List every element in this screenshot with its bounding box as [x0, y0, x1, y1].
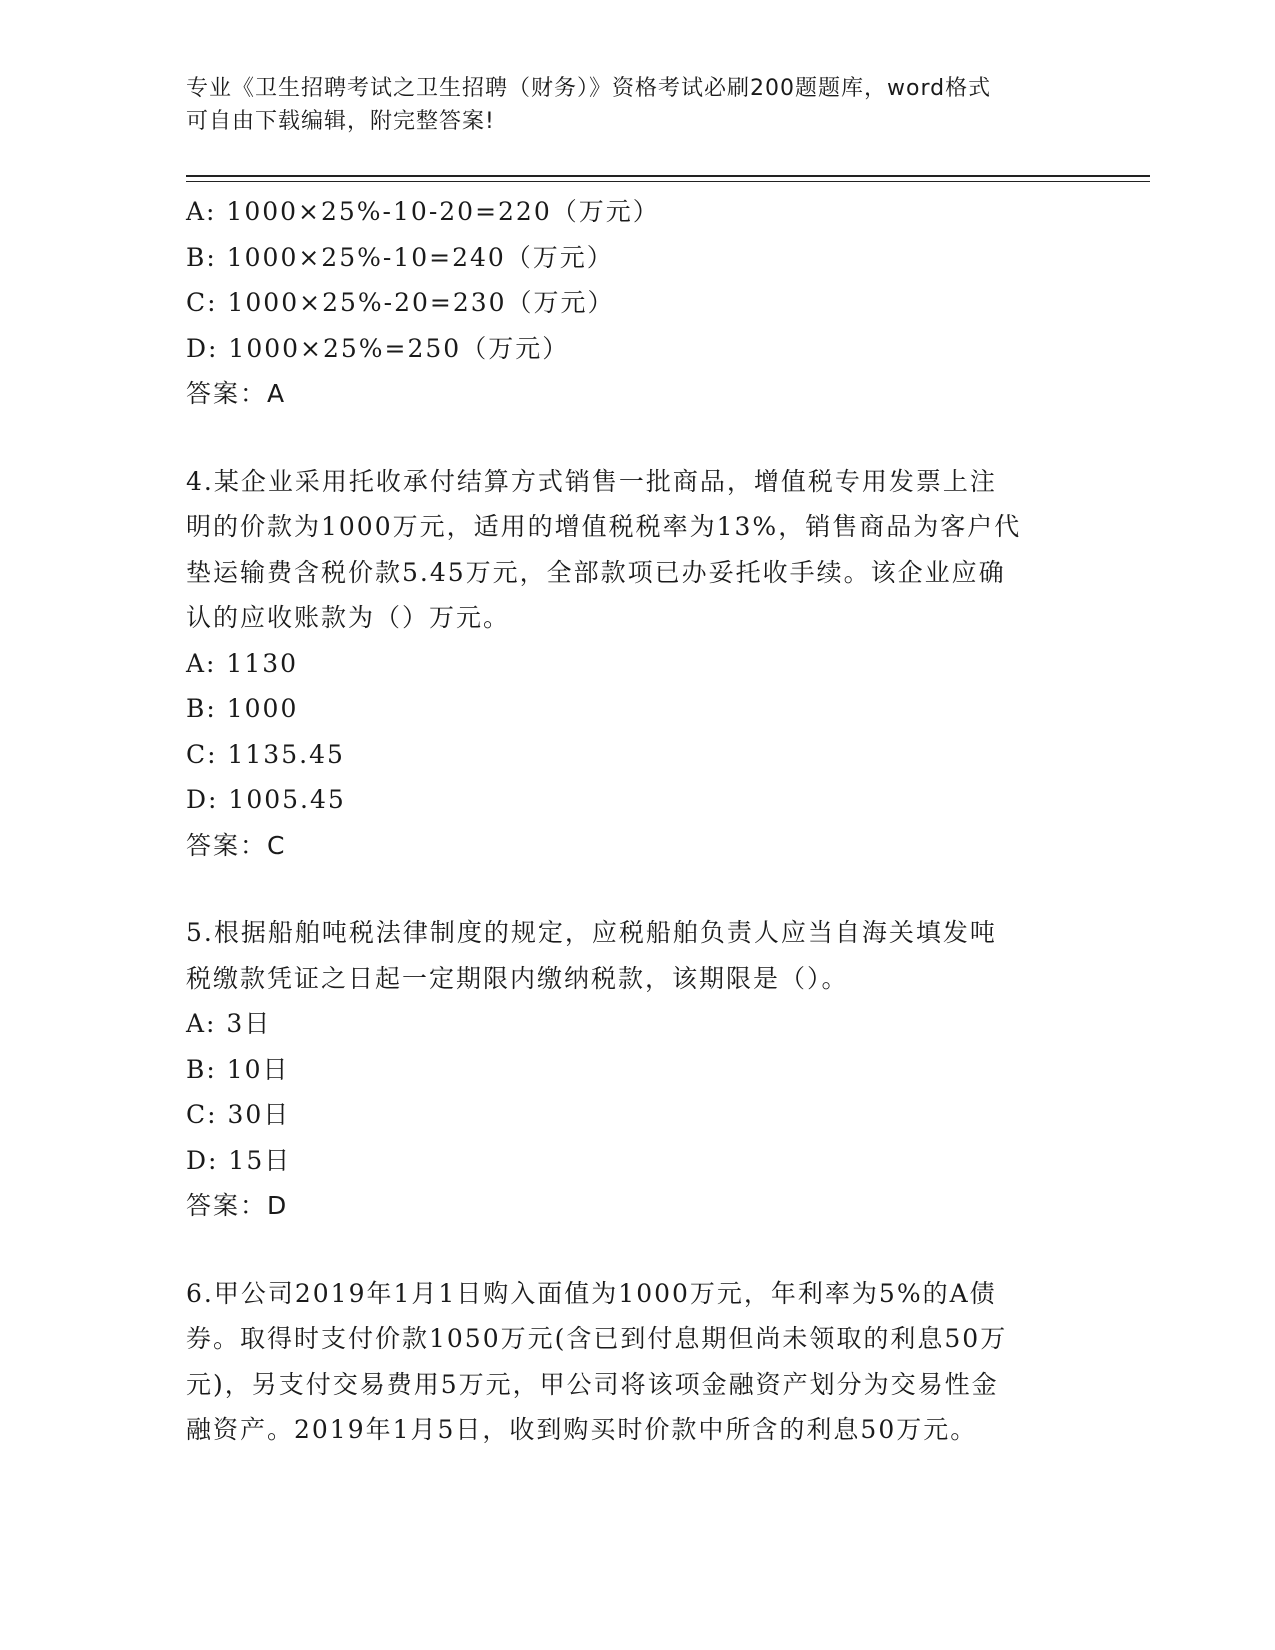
- option-d: D: 1005.45: [186, 785, 346, 814]
- option-c: C: 1135.45: [186, 739, 345, 769]
- spacer: [186, 417, 1086, 459]
- question-text-line: 4.某企业采用托收承付结算方式销售一批商品，增值税专用发票上注: [186, 466, 997, 496]
- question-text-line: 垫运输费含税价款5.45万元，全部款项已办妥托收手续。该企业应确: [186, 557, 1006, 587]
- option-d: D: 1000×25%=250（万元）: [186, 333, 570, 363]
- question-text-line: 税缴款凭证之日起一定期限内缴纳税款，该期限是（）。: [186, 963, 849, 993]
- answer-line: 答案：A: [186, 379, 287, 408]
- option-d: D: 15日: [186, 1145, 292, 1175]
- question-text-line: 5.根据船舶吨税法律制度的规定，应税船舶负责人应当自海关填发吨: [186, 918, 997, 947]
- option-b: B: 10日: [186, 1054, 290, 1084]
- option-b: B: 1000×25%-10=240（万元）: [186, 242, 614, 272]
- option-c: C: 30日: [186, 1100, 291, 1129]
- answer-line: 答案：D: [186, 1191, 289, 1220]
- header-rule-thin: [186, 181, 1150, 182]
- page-header: [186, 72, 1086, 138]
- option-a: A: 3日: [186, 1009, 272, 1038]
- question-3: [186, 189, 1086, 417]
- question-text-line: 融资产。2019年1月5日，收到购买时价款中所含的利息50万元。: [186, 1415, 978, 1444]
- option-a: A: 1130: [186, 648, 299, 678]
- document-body: [186, 189, 1086, 1453]
- question-text-line: 明的价款为1000万元，适用的增值税税率为13%，销售商品为客户代: [186, 512, 1022, 541]
- question-text-line: 券。取得时支付价款1050万元(含已到付息期但尚未领取的利息50万: [186, 1324, 1008, 1353]
- option-b: B: 1000: [186, 694, 299, 723]
- header-line-2: 可自由下载编辑，附完整答案!: [186, 109, 495, 134]
- header-rule-thick: [186, 175, 1150, 177]
- option-a: A: 1000×25%-10-20=220（万元）: [186, 197, 660, 226]
- option-c: C: 1000×25%-20=230（万元）: [186, 288, 615, 317]
- question-4: [186, 459, 1086, 869]
- question-6: [186, 1271, 1086, 1453]
- spacer: [186, 868, 1086, 910]
- header-line-1: 专业《卫生招聘考试之卫生招聘（财务）》资格考试必刷200题题库，word格式: [186, 76, 992, 101]
- spacer: [186, 1229, 1086, 1271]
- answer-line: 答案：C: [186, 830, 287, 860]
- question-text-line: 认的应收账款为（）万元。: [186, 603, 511, 632]
- question-text-line: 元)，另支付交易费用5万元，甲公司将该项金融资产划分为交易性金: [186, 1369, 999, 1399]
- question-text-line: 6.甲公司2019年1月1日购入面值为1000万元，年利率为5%的A债: [186, 1278, 997, 1308]
- question-5: [186, 910, 1086, 1229]
